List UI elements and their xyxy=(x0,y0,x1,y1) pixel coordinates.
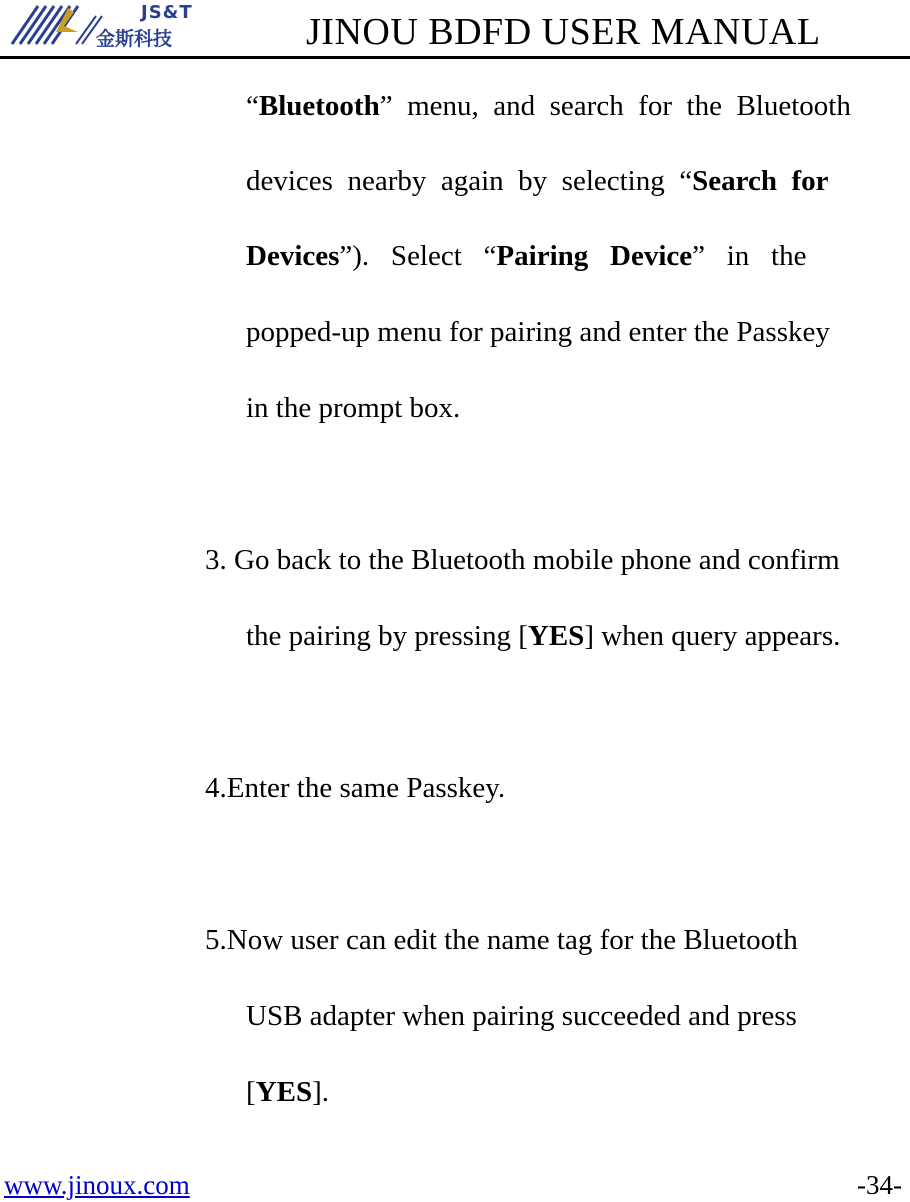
document-title: JINOU BDFD USER MANUAL xyxy=(306,11,821,53)
p1-line-2: devices nearby again by selecting “Search for xyxy=(246,165,829,197)
p1-line-1: “Bluetooth” menu, and search for the Bluetooth xyxy=(246,90,851,122)
step-5-line-1: 5.Now user can edit the name tag for the Bluetooth xyxy=(205,924,798,956)
company-logo xyxy=(8,2,193,50)
page-number: -34- xyxy=(857,1170,902,1200)
step-5-line-2: USB adapter when pairing succeeded and press xyxy=(246,1000,797,1032)
step-3-line-2: the pairing by pressing [YES] when query appears. xyxy=(246,620,841,652)
page-header xyxy=(0,0,910,60)
step-4-line-1: 4.Enter the same Passkey. xyxy=(205,772,506,804)
search-devices-term: Search for xyxy=(692,165,829,197)
p1-line-4: popped-up menu for pairing and enter the Passkey xyxy=(246,316,830,348)
logo-text-bottom: 金斯科技 xyxy=(96,28,173,50)
pairing-device-term: Pairing Device xyxy=(496,240,693,272)
p1-line-3: Devices”). Select “Pairing Device” in the xyxy=(246,240,807,272)
yes-key-term-2: YES xyxy=(255,1076,313,1108)
website-link[interactable]: www.jinoux.com xyxy=(4,1170,190,1200)
logo-text-top: JS&T xyxy=(141,2,193,23)
p1-line-5: in the prompt box. xyxy=(246,392,461,424)
devices-term: Devices xyxy=(246,240,340,272)
bluetooth-menu-term: Bluetooth xyxy=(258,90,380,122)
step-3-line-1: 3. Go back to the Bluetooth mobile phone and confirm xyxy=(205,544,840,576)
step-5-line-3: [YES]. xyxy=(246,1076,330,1108)
yes-key-term: YES xyxy=(527,620,585,652)
header-divider xyxy=(0,56,910,59)
